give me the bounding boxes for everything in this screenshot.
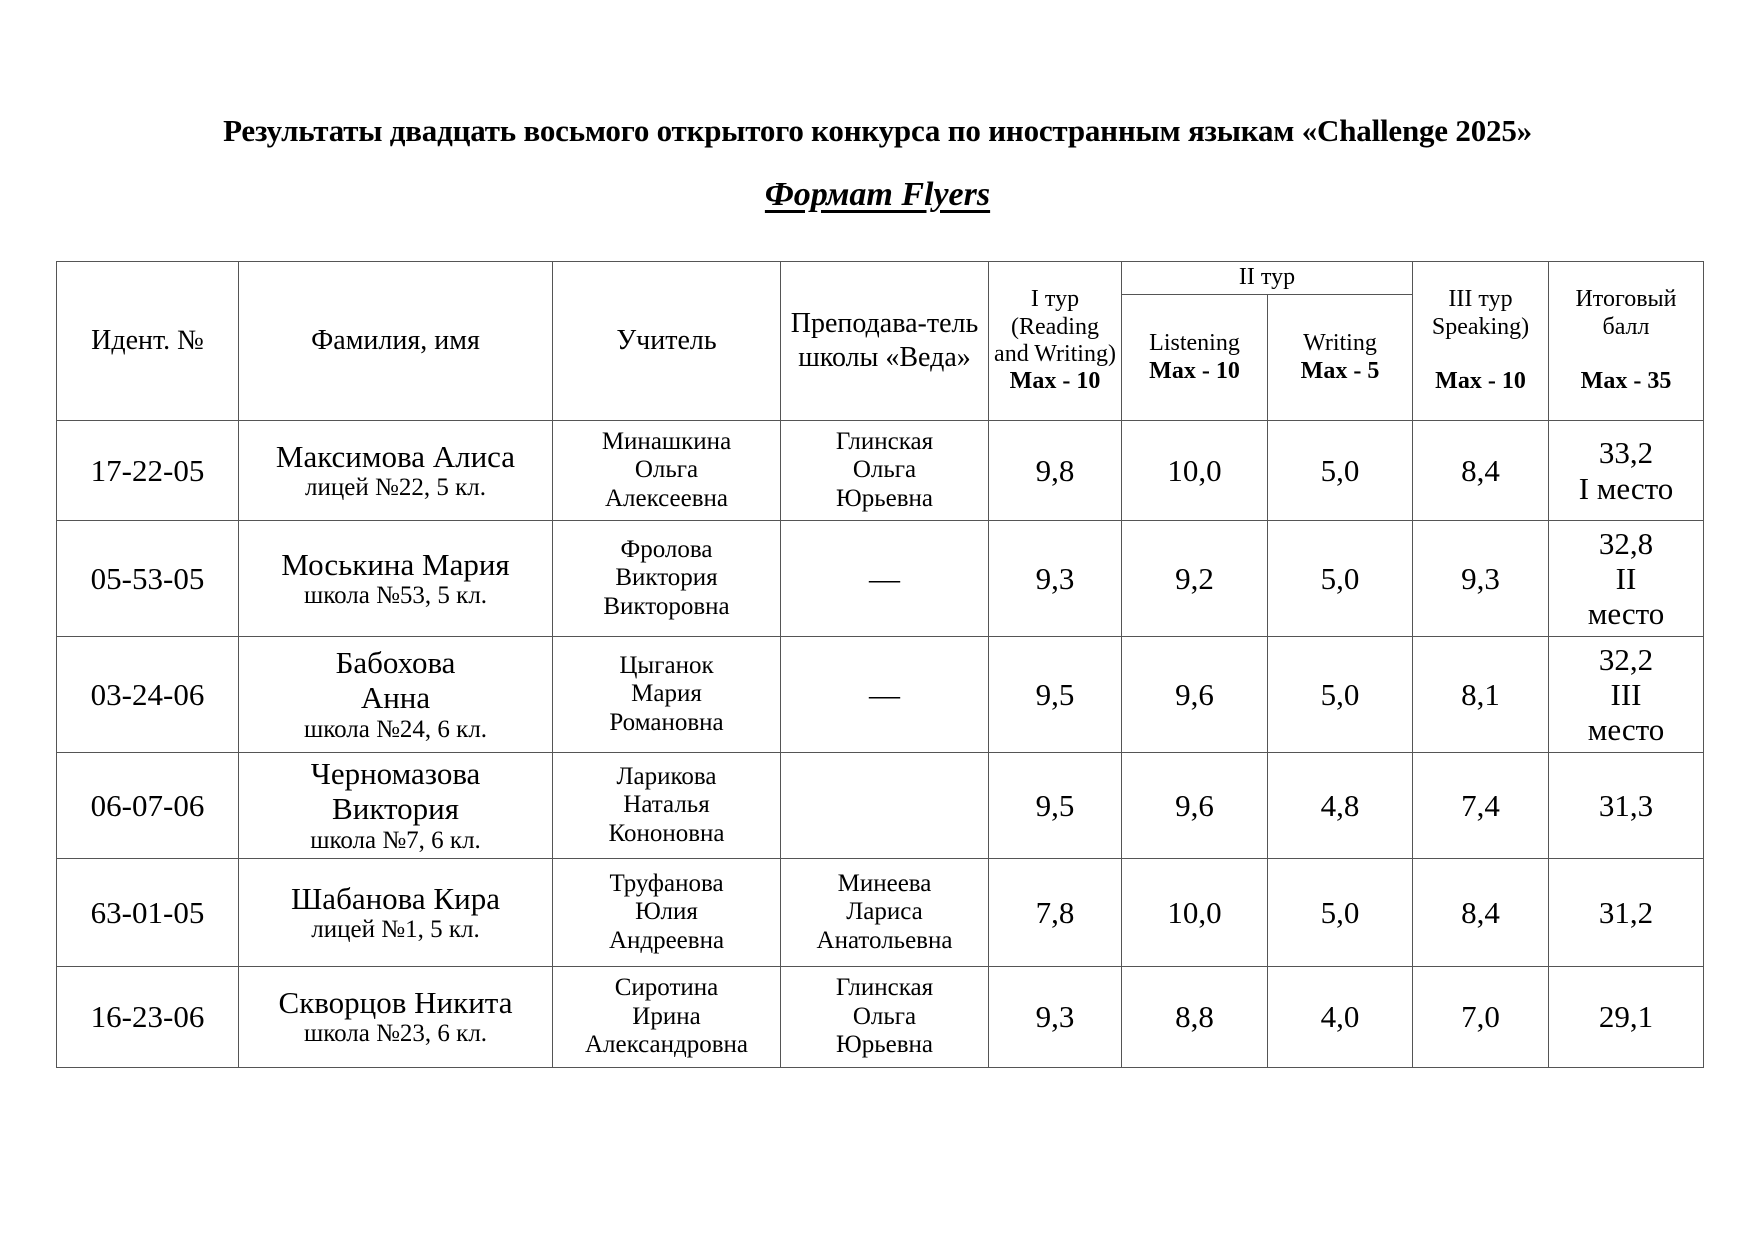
place-label-line: место	[1587, 712, 1665, 748]
total-cell	[1549, 421, 1704, 521]
teacher-name-line: Александровна	[584, 1031, 749, 1059]
total-cell	[1549, 753, 1704, 859]
total-score: 31,2	[1598, 894, 1654, 930]
speaking-score: 9,3	[1413, 521, 1549, 637]
total-cell	[1549, 521, 1704, 637]
teacher-name-line: Наталья	[623, 791, 710, 819]
participant-id: 63-01-05	[57, 859, 239, 967]
format-subtitle: Формат Flyers	[764, 176, 991, 213]
teacher-name-line: Сиротина	[614, 974, 719, 1002]
teacher-name-line: Мария	[631, 680, 702, 708]
veda-teacher-cell	[781, 753, 989, 859]
listening-score: 10,0	[1122, 859, 1268, 967]
place-label: I место	[1578, 470, 1674, 506]
listening-score: 9,6	[1122, 637, 1268, 753]
teacher-name-line: Труфанова	[609, 869, 724, 897]
veda-teacher-name-line: Ольга	[852, 1002, 917, 1030]
teacher-name-line: Цыганок	[619, 651, 714, 679]
teacher-cell	[553, 967, 781, 1068]
total-cell	[1549, 637, 1704, 753]
header-round1-max: Max - 10	[1009, 368, 1101, 395]
place-label-line: III	[1610, 676, 1642, 712]
participant-name-cell	[239, 753, 553, 859]
listening-score: 9,2	[1122, 521, 1268, 637]
header-veda-teacher: Преподава-тель школы «Веда»	[781, 262, 989, 421]
header-total-max: Max - 35	[1580, 368, 1672, 395]
round1-score: 7,8	[989, 859, 1122, 967]
table-row	[57, 421, 1704, 521]
participant-name-cell	[239, 637, 553, 753]
header-round3	[1413, 262, 1549, 421]
results-body	[57, 421, 1704, 1068]
listening-score: 9,6	[1122, 753, 1268, 859]
total-score: 32,8	[1598, 525, 1654, 561]
participant-name-cell	[239, 421, 553, 521]
table-row	[57, 753, 1704, 859]
header-name: Фамилия, имя	[239, 262, 553, 421]
teacher-name-line: Ольга	[634, 456, 699, 484]
veda-teacher-name-line: Ольга	[852, 456, 917, 484]
header-listening-max: Max - 10	[1149, 357, 1240, 384]
participant-name-cell	[239, 859, 553, 967]
speaking-score: 7,4	[1413, 753, 1549, 859]
veda-teacher-name-line: Лариса	[846, 898, 923, 926]
participant-name-cell	[239, 521, 553, 637]
header-round3-max: Max - 10	[1435, 368, 1526, 395]
veda-teacher-cell	[781, 967, 989, 1068]
veda-teacher-name-line: Юрьевна	[836, 484, 933, 512]
participant-name: Моськина Мария	[281, 546, 510, 582]
writing-score: 5,0	[1268, 637, 1413, 753]
header-writing-max: Max - 5	[1300, 357, 1380, 384]
header-listening-title: Listening	[1149, 330, 1240, 357]
total-score: 33,2	[1598, 435, 1654, 471]
writing-score: 4,0	[1268, 967, 1413, 1068]
veda-teacher-name-line: —	[869, 676, 900, 712]
table-row	[57, 521, 1704, 637]
participant-id: 06-07-06	[57, 753, 239, 859]
participant-name: Шабанова Кира	[291, 880, 500, 916]
total-score: 31,3	[1598, 787, 1654, 823]
round1-score: 9,5	[989, 637, 1122, 753]
participant-school: лицей №1, 5 кл.	[311, 915, 480, 943]
header-id: Идент. №	[57, 262, 239, 421]
participant-name-line: Бабохова	[335, 644, 456, 680]
header-round3-desc: Speaking)	[1431, 313, 1530, 340]
participant-school: лицей №22, 5 кл.	[305, 473, 486, 501]
participant-id: 03-24-06	[57, 637, 239, 753]
round1-score: 9,3	[989, 521, 1122, 637]
listening-score: 10,0	[1122, 421, 1268, 521]
participant-id: 16-23-06	[57, 967, 239, 1068]
participant-name-line: Анна	[360, 680, 431, 716]
teacher-name-line: Минашкина	[601, 427, 732, 455]
teacher-cell	[553, 859, 781, 967]
results-table	[56, 261, 1704, 1068]
round1-score: 9,5	[989, 753, 1122, 859]
place-label-line: место	[1587, 596, 1665, 632]
veda-teacher-cell	[781, 859, 989, 967]
veda-teacher-name-line: Минеева	[837, 869, 932, 897]
writing-score: 4,8	[1268, 753, 1413, 859]
header-listening	[1122, 295, 1268, 421]
header-round1	[989, 262, 1122, 421]
header-teacher: Учитель	[553, 262, 781, 421]
participant-name-line: Виктория	[332, 791, 459, 827]
total-score: 29,1	[1598, 999, 1654, 1035]
participant-id: 17-22-05	[57, 421, 239, 521]
teacher-cell	[553, 753, 781, 859]
document-title: Результаты двадцать восьмого открытого конкурса по иностранным языкам «Challenge 2025»	[223, 113, 1532, 148]
teacher-name-line: Кононовна	[608, 819, 725, 847]
place-label-line: II	[1615, 560, 1637, 596]
teacher-cell	[553, 637, 781, 753]
participant-name-cell	[239, 967, 553, 1068]
participant-name: Максимова Алиса	[275, 438, 516, 474]
header-round1-title: I тур	[1030, 286, 1080, 313]
veda-teacher-name-line: Глинская	[835, 427, 934, 455]
header-row-1	[57, 262, 1704, 295]
teacher-name-line: Андреевна	[608, 926, 725, 954]
veda-teacher-name-line: —	[869, 560, 900, 596]
speaking-score: 8,4	[1413, 421, 1549, 521]
speaking-score: 8,4	[1413, 859, 1549, 967]
participant-school: школа №23, 6 кл.	[303, 1020, 488, 1048]
writing-score: 5,0	[1268, 859, 1413, 967]
veda-teacher-cell	[781, 637, 989, 753]
teacher-name-line: Алексеевна	[604, 484, 729, 512]
total-cell	[1549, 967, 1704, 1068]
speaking-score: 8,1	[1413, 637, 1549, 753]
teacher-name-line: Ларикова	[616, 762, 717, 790]
listening-score: 8,8	[1122, 967, 1268, 1068]
writing-score: 5,0	[1268, 421, 1413, 521]
veda-teacher-name-line: Анатольевна	[816, 926, 953, 954]
veda-teacher-name-line: Юрьевна	[836, 1031, 933, 1059]
round1-score: 9,8	[989, 421, 1122, 521]
teacher-name-line: Ирина	[632, 1002, 701, 1030]
veda-teacher-name-line: Глинская	[835, 974, 934, 1002]
participant-name-line: Черномазова	[310, 755, 481, 791]
table-row	[57, 859, 1704, 967]
header-round2: II тур	[1122, 262, 1413, 295]
header-total	[1549, 262, 1704, 421]
round1-score: 9,3	[989, 967, 1122, 1068]
participant-name: Скворцов Никита	[278, 985, 513, 1021]
veda-teacher-cell	[781, 421, 989, 521]
header-round3-title: III тур	[1448, 286, 1513, 313]
table-row	[57, 967, 1704, 1068]
header-writing-title: Writing	[1303, 330, 1377, 357]
teacher-name-line: Виктория	[615, 564, 718, 592]
participant-school: школа №53, 5 кл.	[303, 581, 488, 609]
total-score: 32,2	[1598, 641, 1654, 677]
participant-school: школа №7, 6 кл.	[310, 826, 481, 854]
writing-score: 5,0	[1268, 521, 1413, 637]
teacher-name-line: Викторовна	[603, 592, 730, 620]
teacher-cell	[553, 521, 781, 637]
teacher-name-line: Юлия	[635, 898, 698, 926]
teacher-cell	[553, 421, 781, 521]
speaking-score: 7,0	[1413, 967, 1549, 1068]
total-cell	[1549, 859, 1704, 967]
teacher-name-line: Романовна	[609, 708, 724, 736]
veda-teacher-cell	[781, 521, 989, 637]
header-writing	[1268, 295, 1413, 421]
table-row	[57, 637, 1704, 753]
teacher-name-line: Фролова	[620, 535, 713, 563]
header-total-title: Итоговый балл	[1575, 286, 1677, 340]
participant-id: 05-53-05	[57, 521, 239, 637]
header-round1-desc: (Reading and Writing)	[994, 313, 1116, 367]
participant-school: школа №24, 6 кл.	[303, 715, 488, 743]
